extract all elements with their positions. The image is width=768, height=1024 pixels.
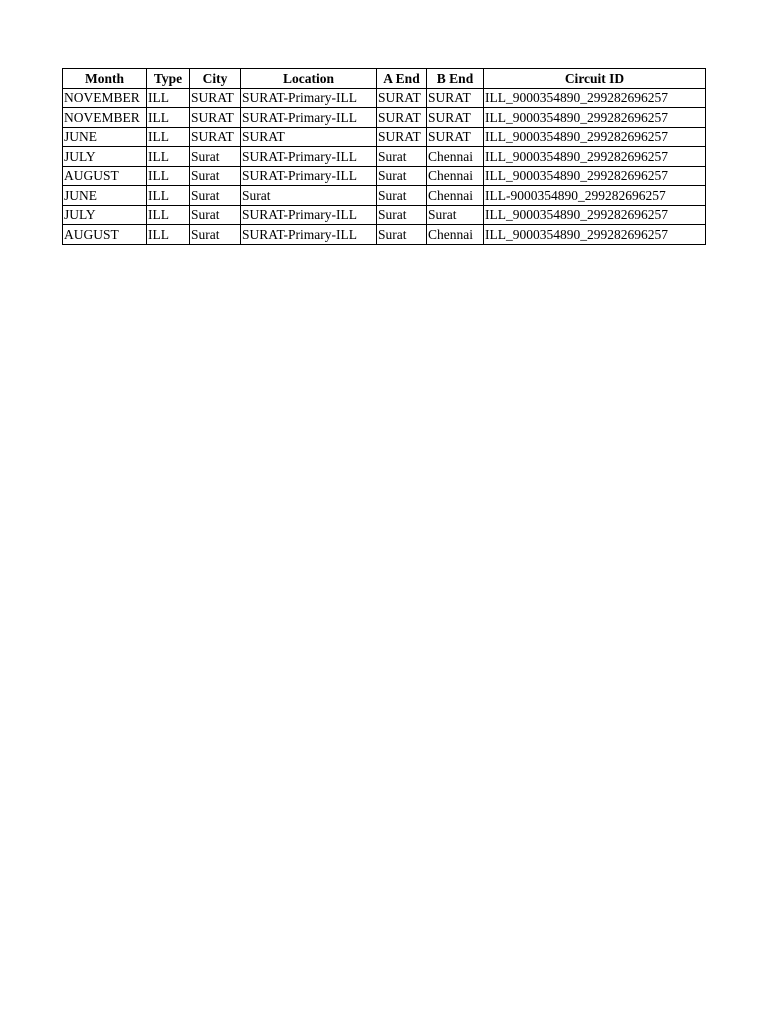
cell-a-end: SURAT	[377, 108, 427, 128]
header-row	[63, 69, 706, 89]
cell-month: AUGUST	[63, 225, 147, 245]
cell-b-end: SURAT	[427, 108, 484, 128]
cell-a-end: Surat	[377, 205, 427, 225]
header-location: Location	[241, 69, 377, 89]
cell-b-end: Chennai	[427, 147, 484, 167]
header-a-end: A End	[377, 69, 427, 89]
cell-city: Surat	[190, 225, 241, 245]
cell-month: JUNE	[63, 186, 147, 206]
cell-type: ILL	[147, 88, 190, 108]
cell-type: ILL	[147, 127, 190, 147]
cell-b-end: Surat	[427, 205, 484, 225]
cell-city: Surat	[190, 147, 241, 167]
cell-circuit-id: ILL-9000354890_299282696257	[484, 186, 706, 206]
circuit-table	[62, 68, 706, 245]
cell-circuit-id: ILL_9000354890_299282696257	[484, 127, 706, 147]
cell-a-end: Surat	[377, 166, 427, 186]
cell-location: SURAT-Primary-ILL	[241, 205, 377, 225]
cell-a-end: Surat	[377, 186, 427, 206]
cell-circuit-id: ILL_9000354890_299282696257	[484, 205, 706, 225]
table-row	[63, 186, 706, 206]
cell-month: JULY	[63, 147, 147, 167]
cell-location: SURAT-Primary-ILL	[241, 108, 377, 128]
table-row	[63, 225, 706, 245]
cell-location: SURAT	[241, 127, 377, 147]
cell-a-end: SURAT	[377, 88, 427, 108]
cell-city: Surat	[190, 186, 241, 206]
table-row	[63, 205, 706, 225]
cell-city: SURAT	[190, 127, 241, 147]
cell-b-end: SURAT	[427, 88, 484, 108]
cell-circuit-id: ILL_9000354890_299282696257	[484, 225, 706, 245]
cell-b-end: SURAT	[427, 127, 484, 147]
cell-location: SURAT-Primary-ILL	[241, 225, 377, 245]
cell-type: ILL	[147, 108, 190, 128]
table-row	[63, 88, 706, 108]
cell-circuit-id: ILL_9000354890_299282696257	[484, 166, 706, 186]
cell-a-end: Surat	[377, 147, 427, 167]
table-row	[63, 108, 706, 128]
header-type: Type	[147, 69, 190, 89]
table-body	[63, 88, 706, 244]
spreadsheet-page	[62, 68, 706, 245]
cell-month: AUGUST	[63, 166, 147, 186]
cell-type: ILL	[147, 205, 190, 225]
table-row	[63, 166, 706, 186]
cell-city: Surat	[190, 166, 241, 186]
cell-month: NOVEMBER	[63, 88, 147, 108]
cell-city: SURAT	[190, 108, 241, 128]
header-b-end: B End	[427, 69, 484, 89]
cell-month: NOVEMBER	[63, 108, 147, 128]
cell-circuit-id: ILL_9000354890_299282696257	[484, 147, 706, 167]
cell-type: ILL	[147, 186, 190, 206]
cell-location: SURAT-Primary-ILL	[241, 166, 377, 186]
cell-circuit-id: ILL_9000354890_299282696257	[484, 108, 706, 128]
cell-month: JULY	[63, 205, 147, 225]
cell-type: ILL	[147, 147, 190, 167]
cell-location: SURAT-Primary-ILL	[241, 88, 377, 108]
cell-b-end: Chennai	[427, 186, 484, 206]
cell-month: JUNE	[63, 127, 147, 147]
header-circuit-id: Circuit ID	[484, 69, 706, 89]
cell-a-end: Surat	[377, 225, 427, 245]
cell-circuit-id: ILL_9000354890_299282696257	[484, 88, 706, 108]
header-city: City	[190, 69, 241, 89]
cell-location: SURAT-Primary-ILL	[241, 147, 377, 167]
cell-b-end: Chennai	[427, 225, 484, 245]
cell-type: ILL	[147, 225, 190, 245]
header-month: Month	[63, 69, 147, 89]
table-row	[63, 127, 706, 147]
cell-city: Surat	[190, 205, 241, 225]
cell-city: SURAT	[190, 88, 241, 108]
cell-b-end: Chennai	[427, 166, 484, 186]
table-row	[63, 147, 706, 167]
cell-type: ILL	[147, 166, 190, 186]
cell-location: Surat	[241, 186, 377, 206]
cell-a-end: SURAT	[377, 127, 427, 147]
